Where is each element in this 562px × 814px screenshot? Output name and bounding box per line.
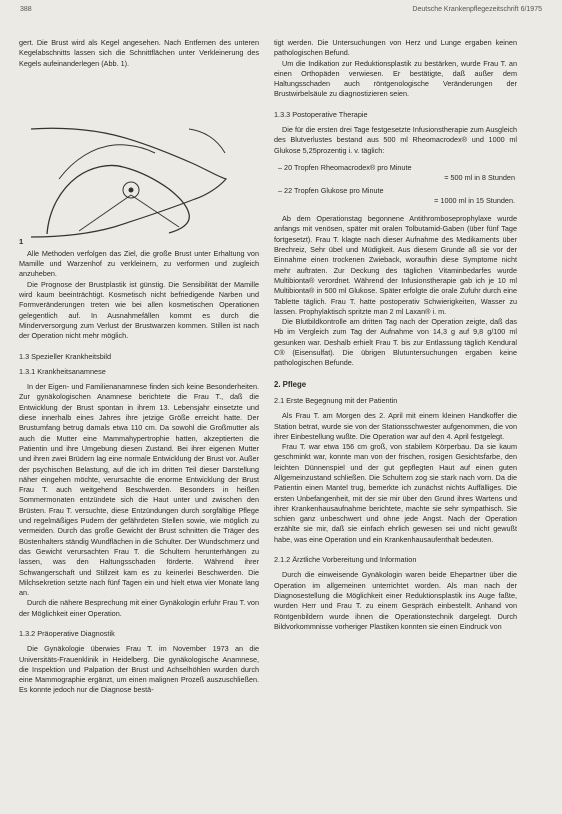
paragraph: Die Gynäkologie überwies Frau T. im November 1973 an die Universitäts-Frauenklinik in Heidelberg. Die gynäkologische Anamnese, die Inspektion und Palpation der Brust und Achselhöhlen wurden durch eine Mammographie ergänzt, um einen malignen Prozeß auszuschließen. Es konnte jedoch nur die Diagnose bestä- [19, 644, 259, 695]
breast-reduction-diagram [19, 69, 259, 249]
paragraph: Durch die nähere Besprechung mit einer Gynäkologin erfuhr Frau T. von der Möglichkeit einer Operation. [19, 598, 259, 618]
section-heading: 1.3 Spezieller Krankheitsbild [19, 351, 112, 361]
page-number: 388 [20, 6, 32, 13]
infusion-rate-1 [274, 163, 517, 184]
infusion-rate-2 [274, 186, 517, 207]
right-column [274, 38, 517, 632]
subsection-heading: 1.3.2 Präoperative Diagnostik [19, 628, 115, 638]
formula-line: – 20 Tropfen Rheomacrodex® pro Minute [278, 162, 412, 172]
nipple [129, 187, 134, 192]
paragraph: Die Blutbildkontrolle am dritten Tag nach der Operation zeigte, daß das Hb im Vergleich zum Tag der Aufnahme von 14,3 g auf 9,8 g/100 ml gesunken war. Deshalb erhielt Frau T. bis zur Entlassung täglich Kendural C® (Eisensulfat). Die übrigen Blutuntersuchungen ergaben keine pathologischen Befunde. [274, 317, 517, 368]
formula-line: – 22 Tropfen Glukose pro Minute [278, 185, 384, 195]
section-heading: 2. Pflege [274, 379, 307, 389]
paragraph: Um die Indikation zur Reduktionsplastik zu bestärken, wurde Frau T. an einen Orthopäden verwiesen. Er bestätigte, daß außer dem Haltungsschaden auch röntgenologische Veränderungen der Brustwirbelsäule zu diagnostizieren seien. [274, 58, 517, 99]
running-title: Deutsche Krankenpflegezeitschrift 6/1975 [412, 6, 542, 13]
paragraph: Die Prognose der Brustplastik ist günstig. Die Sensibilität der Mamille wird kaum beeinträchtigt. Kosmetisch nicht befriedigende Narben und Formveränderungen treten wie bei allen kosmetischen Operationen gelegentlich auf. In Ausnahmefällen kommt es durch die Minderversorgung zum Verlust der Brustwarzen kommen. Stillen ist nach der Operation nicht mehr möglich. [19, 279, 259, 341]
excision-line-1 [79, 195, 131, 231]
left-column [19, 38, 259, 696]
breast-cone [47, 165, 189, 234]
figure-label: 1 [19, 236, 24, 246]
paragraph: Alle Methoden verfolgen das Ziel, die große Brust unter Erhaltung von Mamille und Warzenhof zu verkleinern, zu verformen und zugleich anzuheben. [19, 248, 259, 279]
subsection-heading: 1.3.1 Krankheitsanamnese [19, 366, 106, 376]
figure-breast-diagram [19, 69, 259, 249]
paragraph: Durch die einweisende Gynäkologin waren beide Ehepartner über die Operation im allgemeinen unterrichtet worden. Als man nach der Diagnosestellung die Möglichkeit einer Reduktionsplastik ins Auge faßte, wurden Herr und Frau T. zu einem Gespräch einbestellt. Anhand von Röntgenbildern wurde ihnen die Operationstechnik dargelegt. Durch Bildvorkommnisse vorheriger Plastiken konnten sie einen Eindruck von [274, 570, 517, 631]
paragraph: In der Eigen- und Familienanamnese finden sich keine Besonderheiten. Zur gynäkologischen Anamnese berichtete die Frau T., daß die Entwicklung der Brust spontan in ihrem 13. Lebensjahr einsetzte und diese innerhalb eines Jahres ihre jetzige Größe erreicht hatte. Der Brustumfang betrug damals etwa 110 cm. Da sowohl die Großmutter als auch die Mutter eine Mammahypertrophie hatten, akzeptierten die Patientin und ihre Umgebung diesen Zustand. Bei ihrer eigenen Mutter und ihren zwei Brüdern lag eine normale Entwicklung der Brust vor. Außer der psychischen Belastung, auf die ich im dritten Teil dieser Darstellung näher eingehen möchte, verursachte die enorme Entwicklung der Brust Frau T. auch weitgehend Beschwerden. Besonders in heißen Sommermonaten entzündete sich die Haut unter und zwischen den Brüsten. Frau T. versuchte, diese Entzündungen durch sorgfältige Pflege und regelmäßiges Pudern der gefährdeten Stellen sowie, wie möglich zu vermeiden. Durch das große Gewicht der Brust schnitten die Träger des Büstenhalters ständig Wundflächen in die Schulter. Der Wundschmerz und das Gewicht verursachten Frau T. die Schultern herunterhängen zu lassen, was den Haltungsschaden förderte. Während ihrer Schwangerschaft und Stillzeit kam es zu keinerlei Beschwerden. Die Milchsekretion setzte nach fünf Tagen ein und hielt etwa vier Monate lang an. [19, 382, 259, 598]
paragraph: tigt werden. Die Untersuchungen von Herz und Lunge ergaben keinen pathologischen Befund. [274, 38, 517, 58]
formula-result: = 1000 ml in 15 Stunden. [434, 195, 515, 205]
upper-contour [59, 145, 155, 179]
paragraph: Frau T. war etwa 156 cm groß, von stabilem Körperbau. Da sie kaum geschminkt war, konnte man von der frischen, rosigen Gesichtsfarbe, den leichten Dünnenspiel und der gut gepflegten Haut auf einen guten Allgemeinzustand schließen. Die Schultern zog sie stark nach vorn. Da die Patientin einen Mantel trug, bemerkte ich zunächst nichts Auffälliges. Die ersten Unbefangenheit, mit der sie mir über den Grund ihres Wartens und ihrer Krankenhausaufnahme berichtete, machte sie sehr sympathisch. Sie schien ganz unbeschwert und ohne jede Angst. Nach der Operation erzählte sie mir, daß sie einfach ehrlich gewesen sei und nicht gewußt habe, was eine Operation und ein Krankenhausaufenthalt bedeuten. [274, 442, 517, 544]
page-header [20, 6, 542, 18]
excision-line-2 [131, 195, 179, 227]
paragraph: Die für die ersten drei Tage festgesetzte Infusionstherapie zum Ausgleich des Blutverlustes bestand aus 500 ml Rheomacrodex® und 1000 ml Glukose 5,25prozentig i. v. täglich: [274, 125, 517, 155]
subsection-heading: 2.1 Erste Begegnung mit der Patientin [274, 395, 398, 405]
shoulder-line [189, 129, 225, 153]
formula-result: = 500 ml in 8 Stunden [444, 173, 515, 183]
subsection-heading: 1.3.3 Postoperative Therapie [274, 109, 368, 119]
subsection-heading: 2.1.2 Ärztliche Vorbereitung und Information [274, 555, 417, 565]
paragraph: Als Frau T. am Morgen des 2. April mit einem kleinen Handkoffer die Station betrat, wurde sie von der Stationsschwester aufgenommen, die von ihrer Einbestellung wußte. Die Operation war auf den 4. April festgelegt. [274, 411, 517, 441]
paragraph: Ab dem Operationstag begonnene Antithromboseprophylaxe wurde anfangs mit venösen, später mit oralen Tolbutamid-Gaben (über fünf Tage fortgesetzt). Frau T. klagte nach dieser Aufnahme des Medikaments über Brechreiz, Sehr übel und Müdigkeit. Aus diesem Grunde aß sie vor der Einnahme einen trockenen Zwieback, woraufhin diese Symptome nicht mehr auftraten. Zur Deckung des täglichen Vitaminbedarfes wurde Multibionta® verordnet. Während der Infusionstherapie gab ich je 10 ml Multibionta® in 500 ml Glukose. Später erfolgte die orale Zufuhr durch eine Tablette täglich. Frau T. hatte postoperativ Schwierigkeiten, Wasser zu lassen. Prophylaktisch spritzte man 2 ml Laxan® i. m. [274, 214, 517, 316]
intro-paragraph: gert. Die Brust wird als Kegel angesehen. Nach Entfernen des unteren Kegelabschnitts lassen sich die Schnittflächen unter Verkleinerung des Kegels aufeinanderlegen (Abb. 1). [19, 38, 259, 68]
